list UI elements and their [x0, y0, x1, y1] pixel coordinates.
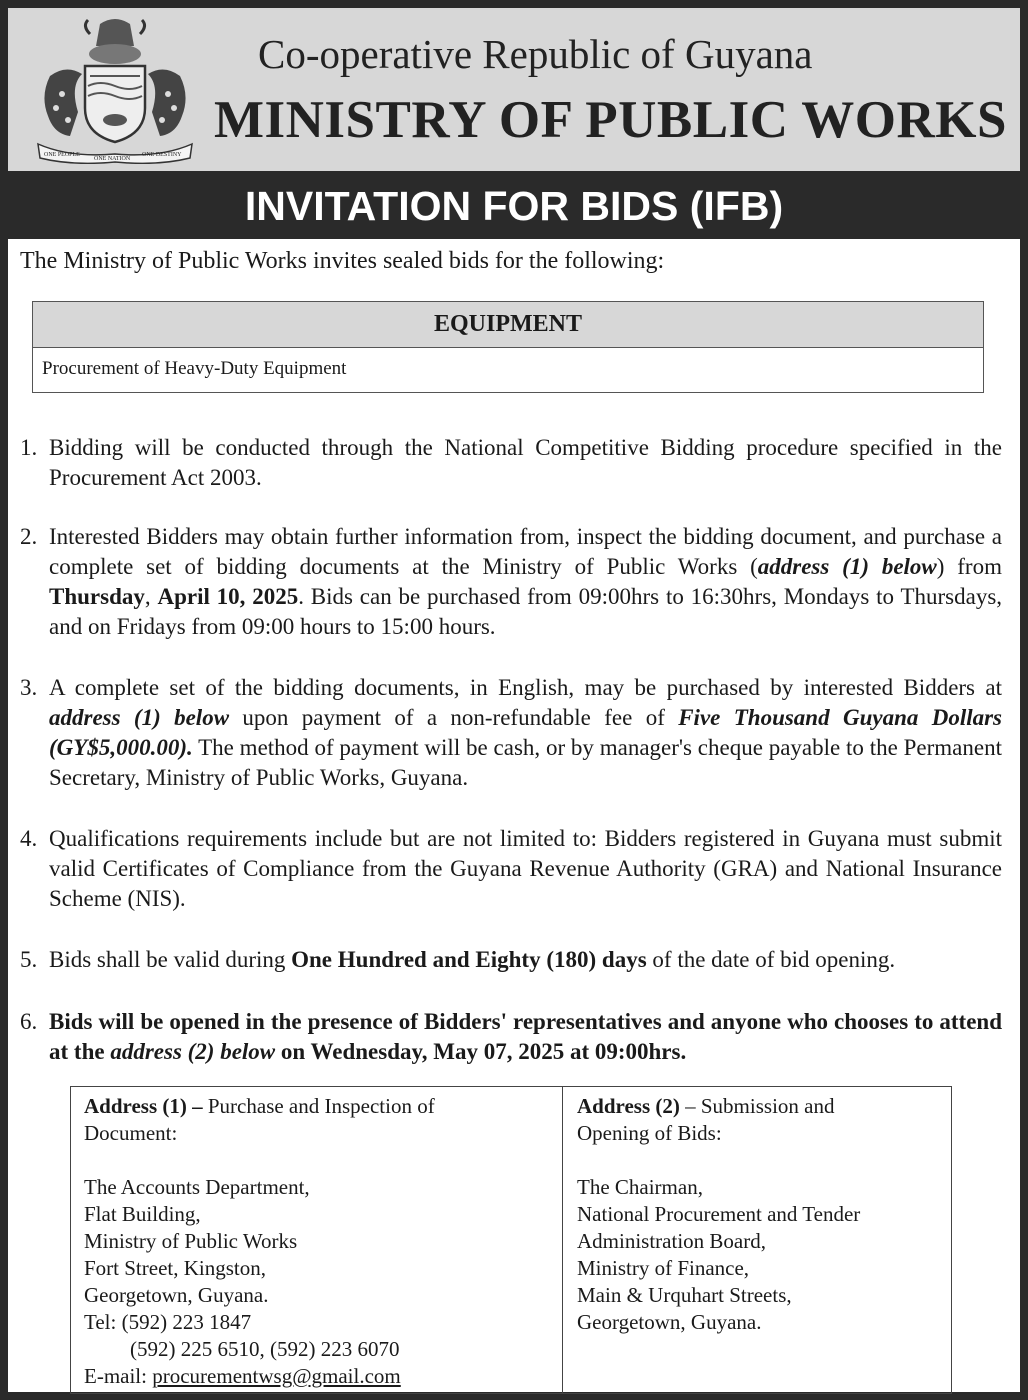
address-1-line: Ministry of Public Works [84, 1229, 298, 1253]
republic-title: Co-operative Republic of Guyana [258, 31, 813, 77]
address-1-title-line2: Document: [84, 1121, 178, 1145]
clause-run: A complete set of the bidding documents, in English, may be purchased by interested Bidders at [49, 675, 1002, 700]
address-2-title-rest: – Submission and [679, 1094, 835, 1118]
email-label: E-mail: [84, 1364, 153, 1388]
clause-number: 1. [20, 435, 38, 460]
crest-motto-3: ONE DESTINY [142, 152, 182, 158]
clause-number: 4. [20, 826, 38, 851]
address-2 [563, 1087, 951, 1393]
crest-motto-2: ONE NATION [94, 156, 131, 162]
address-2-line: Georgetown, Guyana. [577, 1310, 762, 1334]
address-1-line: Georgetown, Guyana. [84, 1283, 269, 1307]
clause-run: Bids shall be valid during [49, 947, 292, 972]
address-2-line: Administration Board, [577, 1229, 766, 1253]
address-2-title-line2: Opening of Bids: [577, 1121, 722, 1145]
address-1-title-bold: Address (1) – [84, 1094, 203, 1118]
clause-3 [20, 673, 1002, 793]
address-1-line: Flat Building, [84, 1202, 201, 1226]
address-1-title-rest: Purchase and Inspection of [202, 1094, 435, 1118]
header [8, 8, 1020, 171]
equipment-table-row: Procurement of Heavy-Duty Equipment [42, 358, 347, 379]
address-2-title-bold: Address (2) [577, 1094, 680, 1118]
clause-6 [20, 1007, 1002, 1067]
clause-run: upon payment of a non-refundable fee of [229, 705, 679, 730]
clause-run: on Wednesday, May 07, 2025 at 09:00hrs. [275, 1039, 687, 1064]
address-1 [71, 1087, 563, 1393]
clause-run: April 10, 2025 [157, 584, 299, 609]
email-link[interactable]: procurementwsg@gmail.com [152, 1364, 401, 1388]
clause-run: Qualifications requirements include but are not limited to: Bidders registered in Guyana must submit valid Certificates of Compliance from the Guyana Revenue Authority (GRA) and National Insurance Scheme (NIS). [49, 826, 1002, 911]
clause-run: , [144, 584, 158, 609]
clause-run: address (2) below [110, 1039, 276, 1064]
address-2-line: The Chairman, [577, 1175, 703, 1199]
intro-text: The Ministry of Public Works invites sealed bids for the following: [20, 248, 665, 274]
clause-text [49, 824, 1002, 914]
clause-run: of the date of bid opening. [646, 947, 896, 972]
clause-run: address (1) below [757, 554, 937, 579]
clause-text [49, 433, 1002, 493]
tel-label: Tel: [84, 1310, 122, 1334]
clause-run: One Hundred and Eighty (180) days [291, 947, 647, 972]
clause-run: . Bids can be purchased from 09:00hrs to 16:30hrs, Mondays to Thursdays, and on Fridays from 09:00 hours to 15:00 hours. [49, 584, 1003, 639]
address-2-line: National Procurement and Tender [577, 1202, 861, 1226]
equipment-table-header: EQUIPMENT [33, 302, 983, 348]
clause-number: 2. [20, 524, 38, 549]
clause-text [49, 522, 1002, 642]
ministry-title: MINISTRY OF PUBLIC WORKS [214, 91, 1007, 149]
address-table [70, 1086, 952, 1394]
clause-2 [20, 522, 1002, 642]
address-2-line: Ministry of Finance, [577, 1256, 750, 1280]
clause-number: 3. [20, 675, 38, 700]
clause-5 [20, 945, 1002, 975]
clause-text [49, 673, 1002, 793]
clause-4 [20, 824, 1002, 914]
clause-run: The method of payment will be cash, or by manager's cheque payable to the Permanent Secretary, Ministry of Public Works, Guyana. [49, 735, 1002, 790]
clause-run: address (1) below [49, 705, 230, 730]
clause-run: Bidding will be conducted through the National Competitive Bidding procedure specified in the Procurement Act 2003. [49, 435, 1002, 490]
crest-motto-1: ONE PEOPLE [44, 152, 80, 158]
address-1-line: The Accounts Department, [84, 1175, 310, 1199]
clause-run: Thursday [49, 584, 145, 609]
ifb-banner: INVITATION FOR BIDS (IFB) [8, 171, 1020, 239]
clause-number: 6. [20, 1009, 38, 1034]
clause-1 [20, 433, 1002, 493]
address-1-line: Fort Street, Kingston, [84, 1256, 266, 1280]
tel-number-2: (592) 225 6510, (592) 223 6070 [130, 1337, 400, 1361]
clause-run: Interested Bidders may obtain further information from, inspect the bidding document, and purchase a complete set of bidding documents at the Ministry of Public Works ( [49, 524, 1002, 579]
guyana-coat-of-arms-icon [30, 16, 200, 164]
clause-text [49, 1007, 1002, 1067]
clause-run: Five Thousand Guyana Dollars (GY$5,000.00). [49, 705, 1003, 760]
clause-run: Bids will be opened in the presence of Bidders' representatives and anyone who chooses to attend at the [49, 1009, 1002, 1064]
clause-text [49, 945, 1002, 975]
equipment-table [32, 301, 984, 393]
clause-run: ) from [936, 554, 1002, 579]
clause-number: 5. [20, 947, 38, 972]
address-2-line: Main & Urquhart Streets, [577, 1283, 792, 1307]
tel-number-1: (592) 223 1847 [121, 1310, 252, 1334]
